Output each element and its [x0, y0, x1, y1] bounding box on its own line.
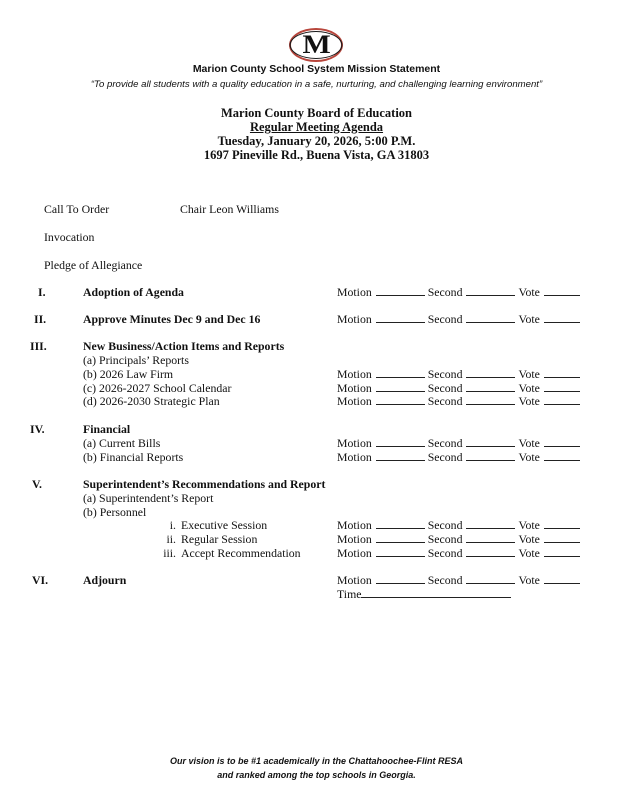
- item-number: V.: [32, 477, 42, 491]
- meeting-datetime: Tuesday, January 20, 2026, 5:00 P.M.: [217, 134, 416, 148]
- time-label: Time: [337, 587, 362, 601]
- vote-label: Vote: [518, 546, 540, 560]
- vote-line: [337, 436, 580, 451]
- vote-blank: [544, 519, 580, 529]
- motion-label: Motion: [337, 532, 372, 546]
- vote-line: [337, 573, 580, 588]
- subsub-item: Regular Session: [181, 532, 258, 546]
- org-name: Marion County Board of Education: [221, 106, 412, 120]
- motion-label: Motion: [337, 285, 372, 299]
- second-label: Second: [427, 436, 463, 450]
- vote-label: Vote: [518, 450, 540, 464]
- school-logo: [289, 28, 343, 62]
- vote-blank: [544, 368, 580, 378]
- mission-statement: “To provide all students with a quality education in a safe, nurturing, and challenging learning environment”: [90, 79, 543, 90]
- motion-blank: [376, 547, 425, 557]
- subsub-item: Executive Session: [181, 518, 268, 532]
- vote-blank: [544, 451, 580, 461]
- sub-item: (d) 2026-2030 Strategic Plan: [83, 394, 220, 408]
- vote-line: [337, 394, 580, 409]
- motion-blank: [376, 313, 425, 323]
- item-number: IV.: [30, 422, 45, 436]
- vote-label: Vote: [518, 532, 540, 546]
- call-to-order: Call To Order: [44, 202, 110, 216]
- vote-label: Vote: [518, 312, 540, 326]
- agenda-title: Regular Meeting Agenda: [249, 120, 384, 134]
- motion-label: Motion: [337, 436, 372, 450]
- item-title-superintendent: Superintendent’s Recommendations and Report: [83, 477, 326, 491]
- second-blank: [466, 451, 515, 461]
- second-blank: [466, 574, 515, 584]
- sub-item: (a) Principals’ Reports: [83, 353, 189, 367]
- vote-blank: [544, 533, 580, 543]
- item-number: II.: [34, 312, 47, 326]
- vote-blank: [544, 574, 580, 584]
- vote-blank: [544, 313, 580, 323]
- subsub-number: ii.: [166, 532, 176, 546]
- motion-label: Motion: [337, 367, 372, 381]
- sub-item: (b) Personnel: [83, 505, 147, 519]
- mission-title: Marion County School System Mission Statement: [192, 63, 441, 75]
- second-blank: [466, 519, 515, 529]
- motion-blank: [376, 519, 425, 529]
- second-label: Second: [427, 285, 463, 299]
- vote-blank: [544, 286, 580, 296]
- sub-item: (a) Current Bills: [83, 436, 161, 450]
- subsub-number: i.: [169, 518, 176, 532]
- item-title-adoption: Adoption of Agenda: [83, 285, 184, 299]
- vote-line: [337, 367, 580, 382]
- motion-label: Motion: [337, 573, 372, 587]
- motion-blank: [376, 451, 425, 461]
- second-label: Second: [427, 312, 463, 326]
- motion-label: Motion: [337, 518, 372, 532]
- invocation: Invocation: [44, 230, 95, 244]
- vote-line: [337, 450, 580, 465]
- motion-blank: [376, 382, 425, 392]
- motion-blank: [376, 437, 425, 447]
- vision-line-2: and ranked among the top schools in Georgia.: [217, 770, 416, 780]
- item-title-new-business: New Business/Action Items and Reports: [83, 339, 285, 353]
- second-label: Second: [427, 381, 463, 395]
- item-number: I.: [38, 285, 46, 299]
- second-blank: [466, 368, 515, 378]
- vote-label: Vote: [518, 381, 540, 395]
- subsub-item: Accept Recommendation: [181, 546, 301, 560]
- second-blank: [466, 395, 515, 405]
- second-blank: [466, 437, 515, 447]
- motion-blank: [376, 286, 425, 296]
- vote-line: [337, 546, 580, 561]
- logo-letter: M: [290, 31, 343, 59]
- second-blank: [466, 313, 515, 323]
- item-title-financial: Financial: [83, 422, 131, 436]
- motion-label: Motion: [337, 450, 372, 464]
- item-number: III.: [30, 339, 47, 353]
- second-label: Second: [427, 532, 463, 546]
- motion-label: Motion: [337, 546, 372, 560]
- pledge: Pledge of Allegiance: [44, 258, 143, 272]
- motion-label: Motion: [337, 381, 372, 395]
- motion-label: Motion: [337, 394, 372, 408]
- vote-label: Vote: [518, 285, 540, 299]
- second-label: Second: [427, 450, 463, 464]
- vote-blank: [544, 437, 580, 447]
- vision-line-1: Our vision is to be #1 academically in the Chattahoochee-Flint RESA: [169, 756, 464, 766]
- vote-line: [337, 285, 580, 300]
- time-blank: [361, 588, 511, 598]
- motion-blank: [376, 533, 425, 543]
- second-blank: [466, 382, 515, 392]
- vote-blank: [544, 382, 580, 392]
- vote-label: Vote: [518, 394, 540, 408]
- vote-label: Vote: [518, 436, 540, 450]
- vote-blank: [544, 547, 580, 557]
- time-line: [337, 587, 511, 602]
- second-label: Second: [427, 394, 463, 408]
- second-label: Second: [427, 573, 463, 587]
- vote-blank: [544, 395, 580, 405]
- subsub-number: iii.: [163, 546, 176, 560]
- item-title-minutes: Approve Minutes Dec 9 and Dec 16: [83, 312, 261, 326]
- vote-label: Vote: [518, 573, 540, 587]
- motion-blank: [376, 395, 425, 405]
- item-title-adjourn: Adjourn: [83, 573, 127, 587]
- motion-blank: [376, 368, 425, 378]
- item-number: VI.: [32, 573, 49, 587]
- vote-label: Vote: [518, 367, 540, 381]
- second-label: Second: [427, 546, 463, 560]
- vote-line: [337, 518, 580, 533]
- sub-item: (c) 2026-2027 School Calendar: [83, 381, 232, 395]
- vote-line: [337, 532, 580, 547]
- vote-line: [337, 312, 580, 327]
- motion-blank: [376, 574, 425, 584]
- sub-item: (b) Financial Reports: [83, 450, 184, 464]
- second-blank: [466, 286, 515, 296]
- second-blank: [466, 533, 515, 543]
- chair-name: Chair Leon Williams: [180, 202, 279, 216]
- motion-label: Motion: [337, 312, 372, 326]
- sub-item: (a) Superintendent’s Report: [83, 491, 214, 505]
- vote-label: Vote: [518, 518, 540, 532]
- meeting-address: 1697 Pineville Rd., Buena Vista, GA 31803: [203, 148, 430, 162]
- sub-item: (b) 2026 Law Firm: [83, 367, 174, 381]
- second-label: Second: [427, 518, 463, 532]
- second-label: Second: [427, 367, 463, 381]
- second-blank: [466, 547, 515, 557]
